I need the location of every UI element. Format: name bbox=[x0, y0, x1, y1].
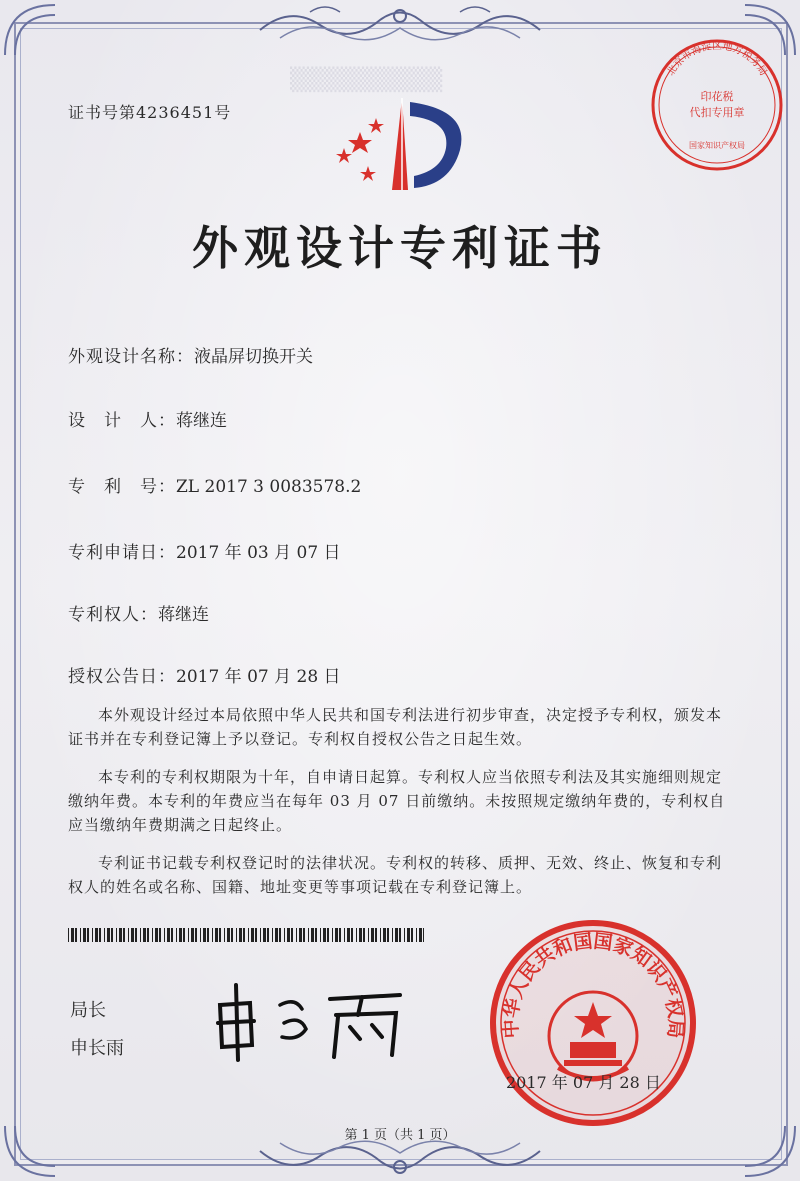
barcode-bar bbox=[407, 928, 410, 942]
barcode-bar bbox=[116, 928, 117, 942]
barcode-bar bbox=[323, 928, 326, 942]
barcode-bar bbox=[299, 928, 302, 942]
barcode-bar bbox=[143, 928, 146, 942]
barcode-bar bbox=[411, 928, 413, 942]
barcode-bar bbox=[191, 928, 194, 942]
paragraph-legal-status: 专利证书记载专利权登记时的法律状况。专利权的转移、质押、无效、终止、恢复和专利权人的姓名或名称、国籍、地址变更等事项记载在专利登记簿上。 bbox=[68, 854, 723, 896]
filing-date-label: 专利申请日： bbox=[68, 543, 176, 563]
barcode-bar bbox=[155, 928, 158, 942]
design-name-label: 外观设计名称： bbox=[68, 347, 194, 367]
filing-date-field bbox=[68, 538, 341, 563]
patentee-value: 蒋继连 bbox=[158, 605, 209, 625]
patent-number-field bbox=[68, 472, 361, 497]
barcode-bar bbox=[75, 928, 77, 942]
patent-office-logo-icon bbox=[330, 90, 480, 200]
barcode-bar bbox=[104, 928, 105, 942]
signature bbox=[210, 975, 410, 1065]
barcode-bar bbox=[416, 928, 417, 942]
barcode-bar bbox=[315, 928, 317, 942]
barcode-bar bbox=[200, 928, 201, 942]
background-watermark: ▒▒▒▒▒▒▒▒▒ bbox=[290, 68, 443, 93]
patent-number-label: 专 利 号： bbox=[68, 477, 176, 497]
barcode-bar bbox=[140, 928, 141, 942]
barcode-bar bbox=[380, 928, 381, 942]
barcode-bar bbox=[260, 928, 261, 942]
certificate-number: 证书号第4236451号 bbox=[68, 103, 232, 122]
svg-text:代扣专用章: 代扣专用章 bbox=[689, 106, 745, 119]
barcode-bar bbox=[164, 928, 165, 942]
barcode-bar bbox=[263, 928, 266, 942]
barcode-bar bbox=[224, 928, 225, 942]
barcode-bar bbox=[92, 928, 93, 942]
barcode-bar bbox=[308, 928, 309, 942]
barcode-bar bbox=[123, 928, 125, 942]
designer-field bbox=[68, 406, 227, 431]
patent-number-value: ZL 2017 3 0083578.2 bbox=[176, 477, 362, 497]
barcode-bar bbox=[251, 928, 254, 942]
barcode-bar bbox=[152, 928, 153, 942]
barcode-bar bbox=[275, 928, 278, 942]
barcode-bar bbox=[188, 928, 189, 942]
barcode-bar bbox=[327, 928, 329, 942]
tax-stamp bbox=[648, 36, 786, 174]
barcode-bar bbox=[227, 928, 230, 942]
paragraph-grant: 本外观设计经过本局依照中华人民共和国专利法进行初步审查，决定授予专利权，颁发本证书并在专利登记簿上予以登记。专利权自授权公告之日起生效。 bbox=[68, 706, 723, 748]
barcode-bar bbox=[147, 928, 149, 942]
barcode-bar bbox=[107, 928, 110, 942]
barcode-bar bbox=[80, 928, 81, 942]
barcode-bar bbox=[347, 928, 350, 942]
barcode bbox=[68, 928, 424, 942]
grant-date: 2017 年 07 月 28 日 bbox=[506, 1073, 661, 1092]
barcode-bar bbox=[135, 928, 137, 942]
barcode-bar bbox=[87, 928, 89, 942]
barcode-bar bbox=[215, 928, 218, 942]
barcode-bar bbox=[248, 928, 249, 942]
office-seal bbox=[488, 918, 698, 1128]
barcode-bar bbox=[351, 928, 353, 942]
barcode-bar bbox=[236, 928, 237, 942]
barcode-bar bbox=[159, 928, 161, 942]
barcode-bar bbox=[267, 928, 269, 942]
barcode-bar bbox=[176, 928, 177, 942]
document-title: 外观设计专利证书 bbox=[192, 221, 608, 275]
barcode-bar bbox=[387, 928, 389, 942]
barcode-bar bbox=[95, 928, 98, 942]
page-number: 第 1 页（共 1 页） bbox=[344, 1128, 456, 1143]
barcode-bar bbox=[284, 928, 285, 942]
barcode-bar bbox=[239, 928, 242, 942]
paragraph-term: 本专利的专利权期限为十年，自申请日起算。专利权人应当依照专利法及其实施细则规定缴纳年费。本专利的年费应当在每年 03 月 07 日前缴纳。未按照规定缴纳年费的，专利权自应当缴纳年费期满之日起终止。 bbox=[68, 768, 726, 834]
patentee-label: 专利权人： bbox=[68, 605, 158, 625]
barcode-bar bbox=[243, 928, 245, 942]
barcode-bar bbox=[399, 928, 401, 942]
officer-name: 申长雨 bbox=[70, 1038, 124, 1059]
barcode-bar bbox=[231, 928, 233, 942]
barcode-bar bbox=[423, 928, 424, 942]
svg-text:国家知识产权局: 国家知识产权局 bbox=[689, 141, 745, 150]
barcode-bar bbox=[183, 928, 185, 942]
svg-text:印花税: 印花税 bbox=[700, 90, 734, 103]
barcode-bar bbox=[320, 928, 321, 942]
patentee-field bbox=[68, 600, 209, 625]
barcode-bar bbox=[111, 928, 113, 942]
barcode-bar bbox=[279, 928, 281, 942]
barcode-bar bbox=[339, 928, 341, 942]
barcode-bar bbox=[71, 928, 74, 942]
certificate-body bbox=[68, 703, 728, 913]
barcode-bar bbox=[212, 928, 213, 942]
barcode-bar bbox=[171, 928, 173, 942]
barcode-bar bbox=[395, 928, 398, 942]
barcode-bar bbox=[311, 928, 314, 942]
svg-text:中华人民共和国国家知识产权局: 中华人民共和国国家知识产权局 bbox=[499, 930, 687, 1039]
barcode-bar bbox=[179, 928, 182, 942]
barcode-bar bbox=[371, 928, 374, 942]
barcode-bar bbox=[99, 928, 101, 942]
barcode-bar bbox=[219, 928, 221, 942]
barcode-bar bbox=[419, 928, 422, 942]
barcode-bar bbox=[375, 928, 377, 942]
barcode-bar bbox=[167, 928, 170, 942]
barcode-bar bbox=[296, 928, 297, 942]
barcode-bar bbox=[332, 928, 333, 942]
designer-value: 蒋继连 bbox=[176, 411, 227, 431]
barcode-bar bbox=[404, 928, 405, 942]
barcode-bar bbox=[128, 928, 129, 942]
announce-date-label: 授权公告日： bbox=[68, 667, 176, 687]
barcode-bar bbox=[383, 928, 386, 942]
barcode-bar bbox=[392, 928, 393, 942]
top-ornament bbox=[250, 0, 550, 48]
designer-label: 设 计 人： bbox=[68, 411, 176, 431]
barcode-bar bbox=[119, 928, 122, 942]
barcode-bar bbox=[368, 928, 369, 942]
barcode-bar bbox=[356, 928, 357, 942]
barcode-bar bbox=[272, 928, 273, 942]
officer-title: 局长 bbox=[70, 1000, 106, 1021]
announce-date-value: 2017 年 07 月 28 日 bbox=[176, 667, 341, 687]
svg-text:北京市海淀区地方税务局: 北京市海淀区地方税务局 bbox=[665, 40, 769, 78]
barcode-bar bbox=[303, 928, 305, 942]
design-name-value: 液晶屏切换开关 bbox=[194, 347, 313, 367]
announce-date-field bbox=[68, 662, 341, 687]
filing-date-value: 2017 年 03 月 07 日 bbox=[176, 543, 341, 563]
barcode-bar bbox=[291, 928, 293, 942]
barcode-bar bbox=[203, 928, 206, 942]
barcode-bar bbox=[255, 928, 257, 942]
design-name-field bbox=[68, 342, 313, 367]
barcode-bar bbox=[335, 928, 338, 942]
barcode-bar bbox=[207, 928, 209, 942]
barcode-bar bbox=[83, 928, 86, 942]
barcode-bar bbox=[359, 928, 362, 942]
barcode-bar bbox=[131, 928, 134, 942]
corner-ornament-tl bbox=[0, 0, 60, 60]
barcode-bar bbox=[287, 928, 290, 942]
barcode-bar bbox=[195, 928, 197, 942]
barcode-bar bbox=[363, 928, 365, 942]
barcode-bar bbox=[68, 928, 69, 942]
barcode-bar bbox=[344, 928, 345, 942]
